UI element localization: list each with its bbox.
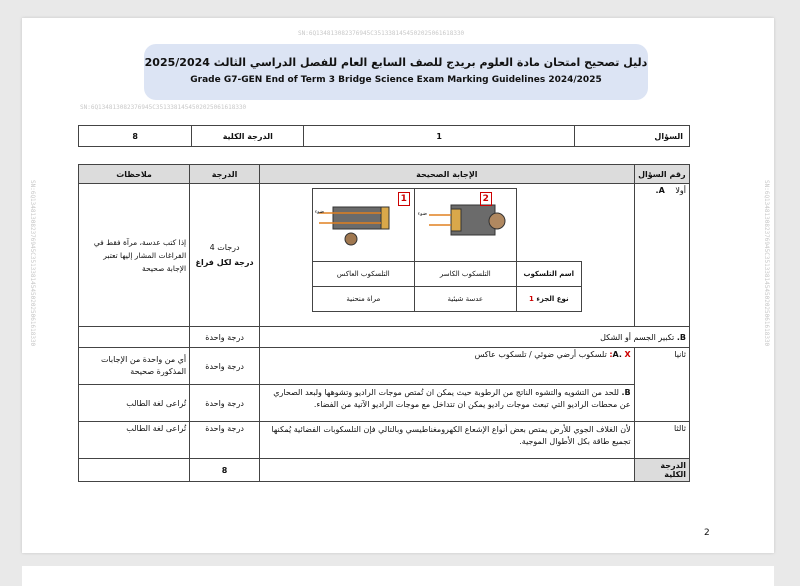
q3-answer: لأن الغلاف الجوي للأرض يمتص بعض أنواع الإشعاع الكهرومغناطيسي وبالتالي فإن التلسكوبات الفضائية يُمكنها تجميع طاقة بكل الأطوال الموجية. <box>259 422 634 459</box>
q2a-answer: تلسكوب أرضي ضوئي / تلسكوب عاكس <box>474 350 607 359</box>
watermark-mid: SN:6Q134813082376945C3513381454502025061618330 <box>80 104 247 111</box>
q1-label-cell <box>634 184 689 327</box>
telescope-name-label: اسم التلسكوب <box>516 262 581 287</box>
header-title-arabic: دليل تصحيح امتحان مادة العلوم بريدج للصف السابع العام للفصل الدراسي الثالث 2025/2024 <box>144 56 648 69</box>
q2a-mark: X: <box>609 350 631 359</box>
q2b-notes: تُراعى لغة الطالب <box>79 385 190 422</box>
box-number-1: 1 <box>398 192 410 206</box>
inner-blank-cell <box>516 189 581 262</box>
q1-grade-line2: درجة لكل فراغ <box>195 258 254 267</box>
summary-question-value: 1 <box>304 126 575 147</box>
q2b-part: B. <box>621 388 631 397</box>
q2-label: ثانيا <box>634 348 689 422</box>
watermark-top: SN:6Q134813082376945C3513381454502025061618330 <box>298 30 465 37</box>
header-answer: الإجابة الصحيحة <box>259 165 634 184</box>
q2a-notes: أي من واحدة من الإجابات المذكورة صحيحة <box>79 348 190 385</box>
watermark-right: SN:6Q134813082376945C3513381454502025061618330 <box>763 180 770 347</box>
q2a-answer-cell <box>259 348 634 385</box>
summary-total-value: 8 <box>79 126 192 147</box>
reflector-part: مراة منحنية <box>312 287 414 312</box>
q1-grade <box>190 184 260 327</box>
q3-grade: درجة واحدة <box>190 422 260 459</box>
q2b-grade: درجة واحدة <box>190 385 260 422</box>
q1-label: أولا <box>675 186 686 195</box>
q1-part-a: A. <box>655 186 665 195</box>
refractor-part: عدسة شيئية <box>414 287 516 312</box>
refractor-name: التلسكوب الكاسر <box>414 262 516 287</box>
q1-grade-line1: 4 درجات <box>209 243 240 252</box>
q2b-answer: للحد من التشويه والتشوه الناتج من الرطوبة حيث يمكن ان تُمتص موجات الراديو وتشوهها ولبعد الصحاري عن محطات الراديو التي تبعث موجات راديو يمكن ان تتداخل مع موجات الراديو الآتية من الفضاء. <box>273 388 631 409</box>
q3-label: ثالثا <box>634 422 689 459</box>
reflector-telescope-icon <box>319 199 399 249</box>
total-value: 8 <box>190 459 260 482</box>
next-page-edge <box>22 566 774 586</box>
header-question-no: رقم السؤال <box>634 165 689 184</box>
part-type-label: نوع الجزء <box>536 295 569 303</box>
light-label-1: ضوء <box>314 209 324 215</box>
header-notes: ملاحظات <box>79 165 190 184</box>
q1b-part: B. <box>676 332 686 342</box>
header-title-english: Grade G7-GEN End of Term 3 Bridge Science Exam Marking Guidelines 2024/2025 <box>190 75 602 85</box>
total-label: الدرجة الكلية <box>634 459 689 482</box>
exam-header <box>144 44 648 100</box>
total-answer-blank <box>259 459 634 482</box>
summary-total-label: الدرجة الكلية <box>192 126 304 147</box>
q1b-answer-cell <box>259 327 689 348</box>
summary-table <box>78 125 690 147</box>
refractor-telescope-icon <box>429 199 509 249</box>
q3-notes: تُراعى لغة الطالب <box>79 422 190 459</box>
telescope-table <box>312 188 582 312</box>
watermark-left: SN:6Q134813082376945C3513381454502025061618330 <box>29 180 36 347</box>
page-number: 2 <box>704 528 710 538</box>
q1-notes: إذا كتب عدسة، مرآة فقط في الفراغات المشار إليها تعتبر الإجابة صحيحة <box>79 184 190 327</box>
summary-question-label: السؤال <box>575 126 690 147</box>
q2a-grade: درجة واحدة <box>190 348 260 385</box>
q2a-part: A. <box>612 350 622 359</box>
reflector-name: التلسكوب العاكس <box>312 262 414 287</box>
part-type-cell <box>516 287 581 312</box>
light-label-2: ضوء <box>417 211 427 217</box>
total-blank <box>79 459 190 482</box>
marking-table <box>78 164 690 482</box>
q1b-notes <box>79 327 190 348</box>
header-grade: الدرجة <box>190 165 260 184</box>
part-type-number: 1 <box>529 295 534 303</box>
q2b-answer-cell <box>259 385 634 422</box>
box-number-2: 2 <box>480 192 492 206</box>
q1-answer <box>259 184 634 327</box>
reflector-image-cell <box>312 189 414 262</box>
q1b-answer: تكبير الجسم أو الشكل <box>600 332 675 342</box>
q1b-grade: درجة واحدة <box>190 327 260 348</box>
refractor-image-cell <box>414 189 516 262</box>
